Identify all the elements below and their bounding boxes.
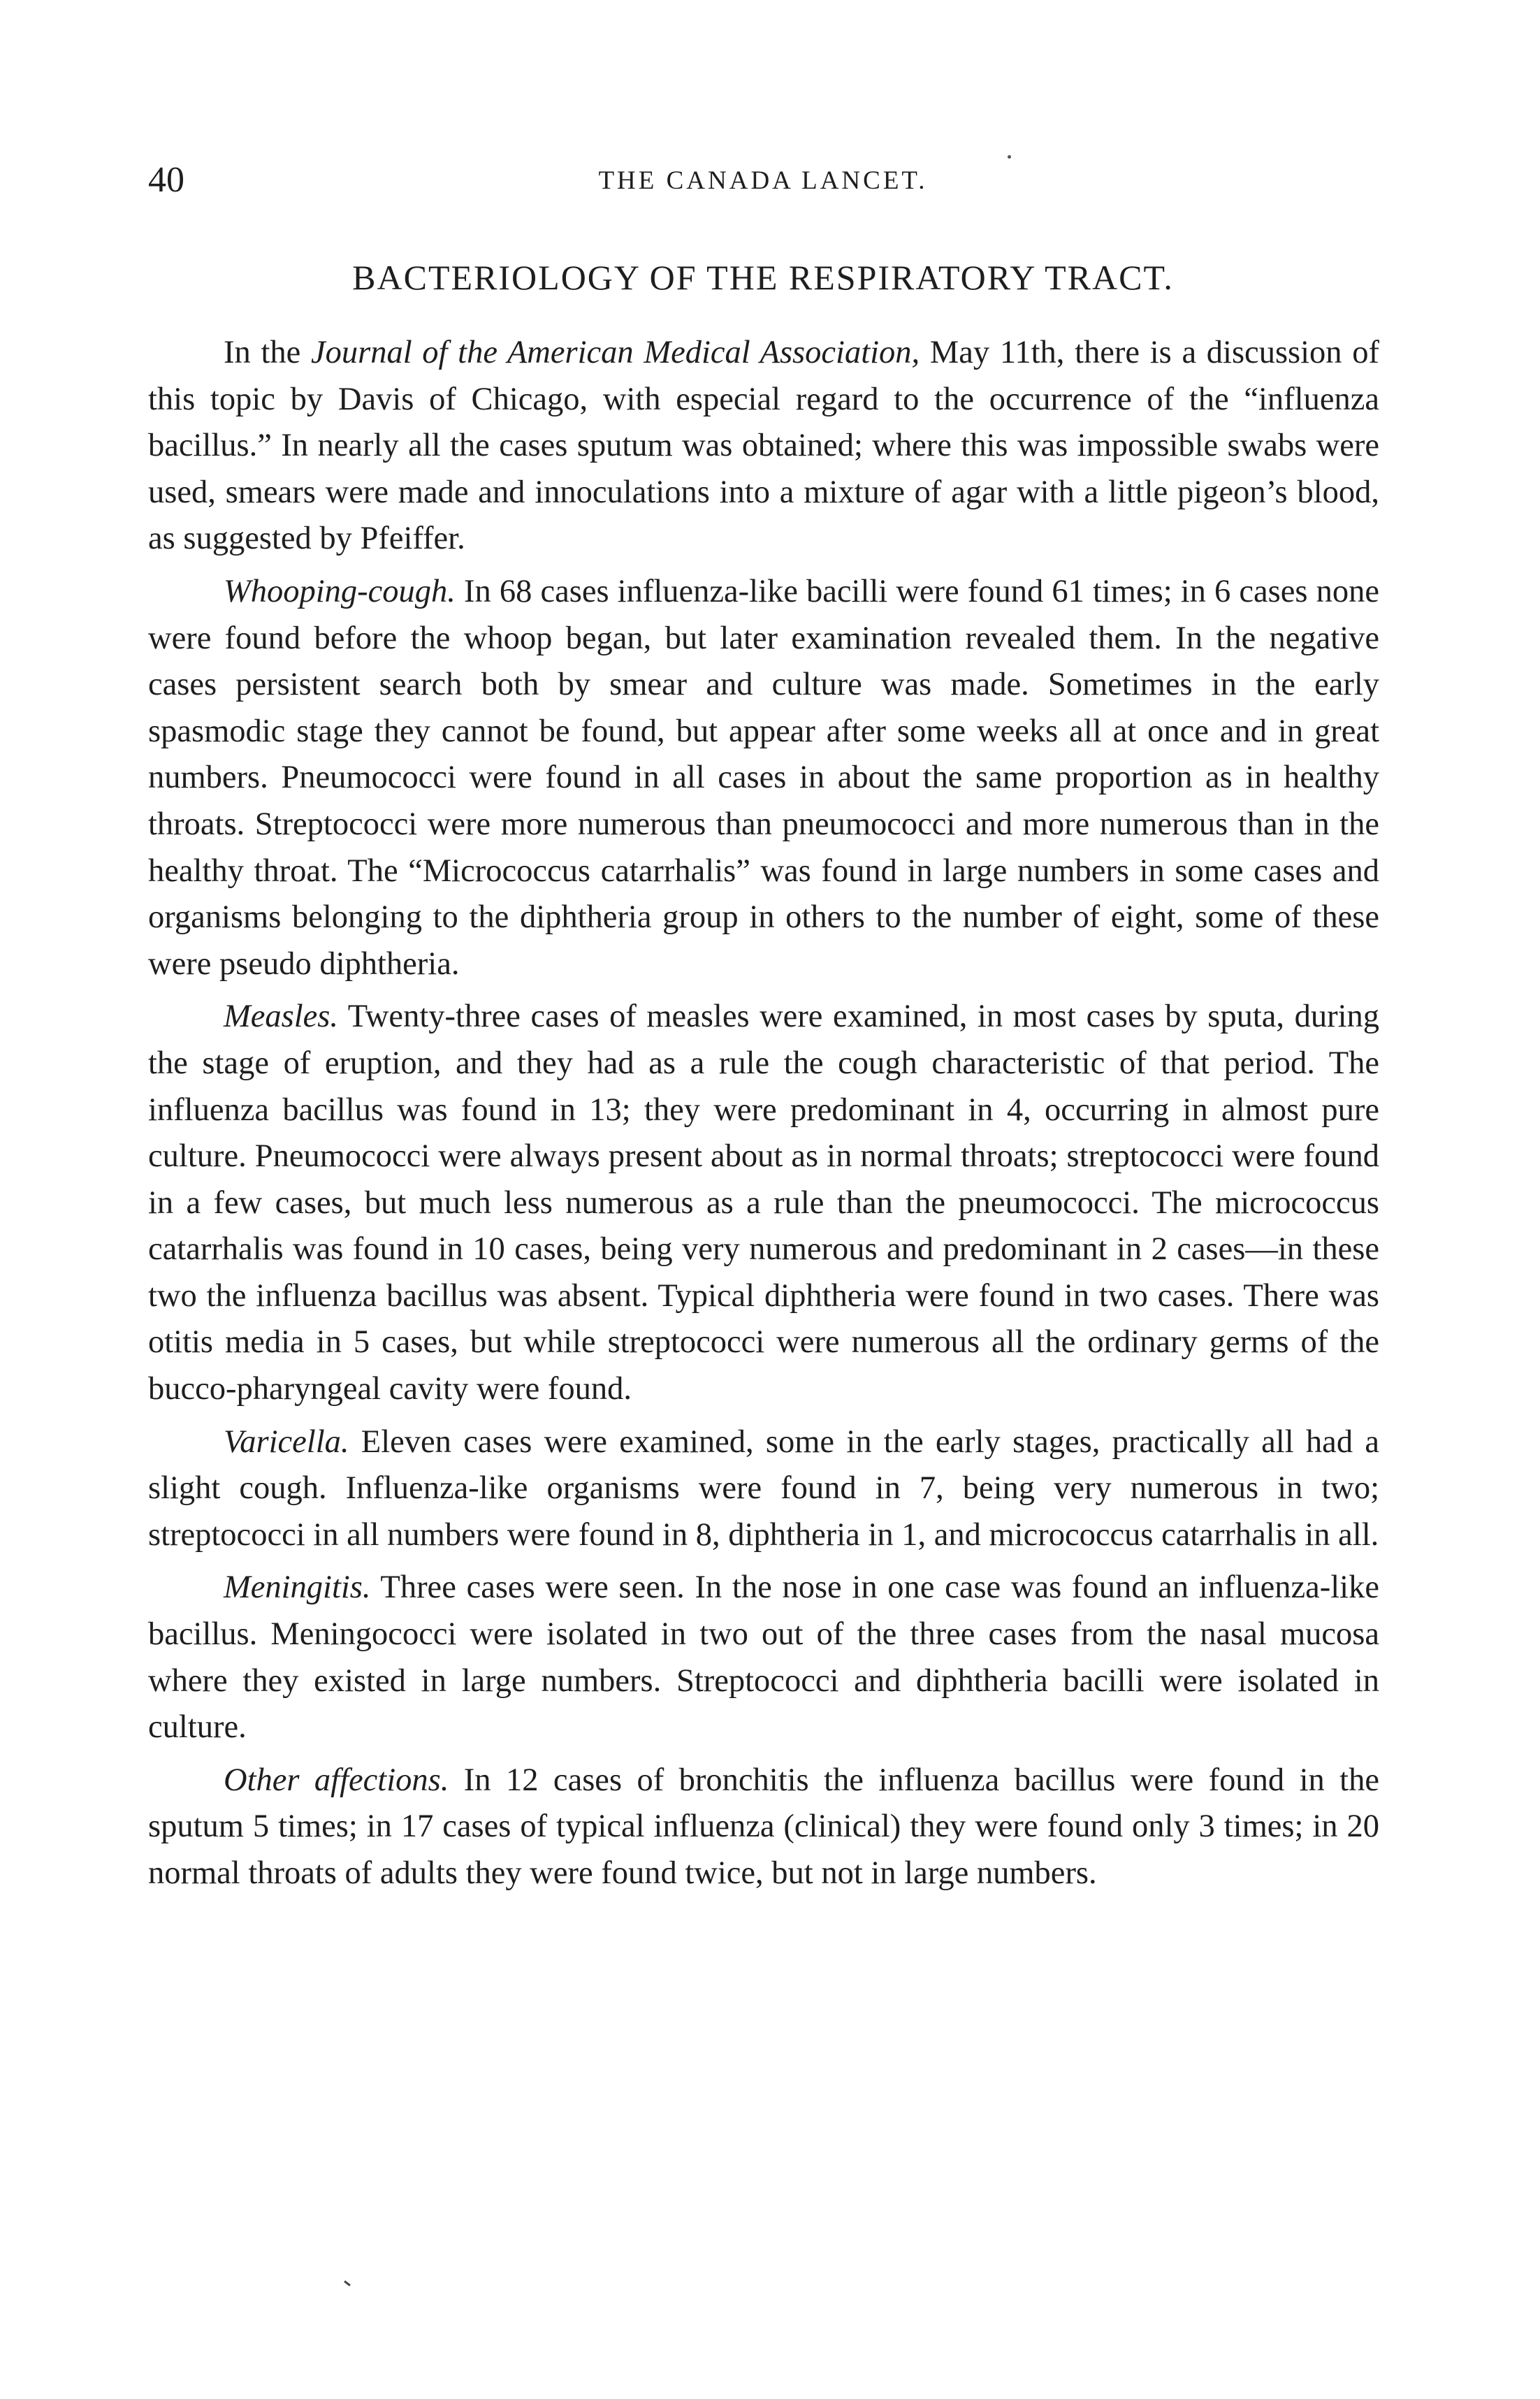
print-mark <box>344 2280 351 2286</box>
print-speck <box>1008 155 1011 159</box>
section-whooping-cough <box>148 569 1379 987</box>
section-meningitis <box>148 1565 1379 1751</box>
section-other-affections <box>148 1757 1379 1897</box>
section-heading: Other affections. <box>224 1762 449 1798</box>
intro-paragraph <box>148 330 1379 563</box>
section-heading: Whooping-cough. <box>224 573 456 609</box>
section-heading: Measles. <box>224 999 338 1035</box>
intro-text-start: In the <box>224 335 311 370</box>
section-varicella <box>148 1419 1379 1559</box>
section-text: In 12 cases of bronchitis the influenza bacillus were found in the sputum 5 times; in 17 cases of typical influenza (clinical) they were found only 3 times; in 20 normal throats of adults they were found twice, but not in large numbers. <box>148 1762 1379 1891</box>
section-measles <box>148 994 1379 1412</box>
running-head <box>148 159 1378 208</box>
section-text: Eleven cases were examined, some in the early stages, practically all had a slight cough. Influenza-like organisms were found in 7, being very numerous in two; streptococci in all numbers were found in 8, diphtheria in 1, and micrococcus catarrhalis in all. <box>148 1423 1379 1553</box>
journal-name: THE CANADA LANCET. <box>598 166 928 195</box>
section-text: Twenty-three cases of measles were examined, in most cases by sputa, during the stage of eruption, and they had as a rule the cough characteristic of that period. The influenza bacillus was found in 13; they were predominant in 4, occurring in almost pure culture. Pneumococci were always present about as in normal throats; streptococci were found in a few cases, but much less numerous as a rule than the pneumococci. The micrococcus catarrhalis was found in 10 cases, being very numerous and predominant in 2 cases—in these two the influenza bacillus was absent. Typical diphtheria were found in two cases. There was otitis media in 5 cases, but while streptococci were numerous all the ordinary germs of the bucco-pharyngeal cavity were found. <box>148 999 1379 1407</box>
intro-text-rest: May 11th, there is a discussion of this topic by Davis of Chicago, with especial regard to the occurrence of the “influenza bacillus.” In nearly all the cases sputum was obtained; where this was impossible swabs were used, smears were made and innoculations into a mixture of agar with a little pigeon’s blood, as suggested by Pfeiffer. <box>148 335 1379 557</box>
section-heading: Meningitis. <box>224 1570 371 1606</box>
section-text: In 68 cases influenza-like bacilli were found 61 times; in 6 cases none were found before the whoop began, but later examination revealed them. In the negative cases persistent search both by smear and culture was made. Sometimes in the early spasmodic stage they cannot be found, but appear after some weeks all at once and in great numbers. Pneumococci were found in all cases in about the same proportion as in healthy throats. Streptococci were more numerous than pneumococci and more numerous than in the healthy throat. The “Micrococcus catarrhalis” was found in large numbers in some cases and organisms belonging to the diphtheria group in others to the number of eight, some of these were pseudo diphtheria. <box>148 573 1379 982</box>
cited-journal: Journal of the American Medical Association, <box>310 335 920 370</box>
article-title: BACTERIOLOGY OF THE RESPIRATORY TRACT. <box>352 258 1174 297</box>
section-text: Three cases were seen. In the nose in one case was found an influenza-like bacillus. Meningococci were isolated in two out of the three cases from the nasal mucosa where they existed in large numbers. Streptococci and diphtheria bacilli were isolated in culture. <box>148 1570 1379 1746</box>
section-heading: Varicella. <box>224 1423 349 1460</box>
article-body <box>148 330 1379 1897</box>
page-number: 40 <box>148 160 184 200</box>
